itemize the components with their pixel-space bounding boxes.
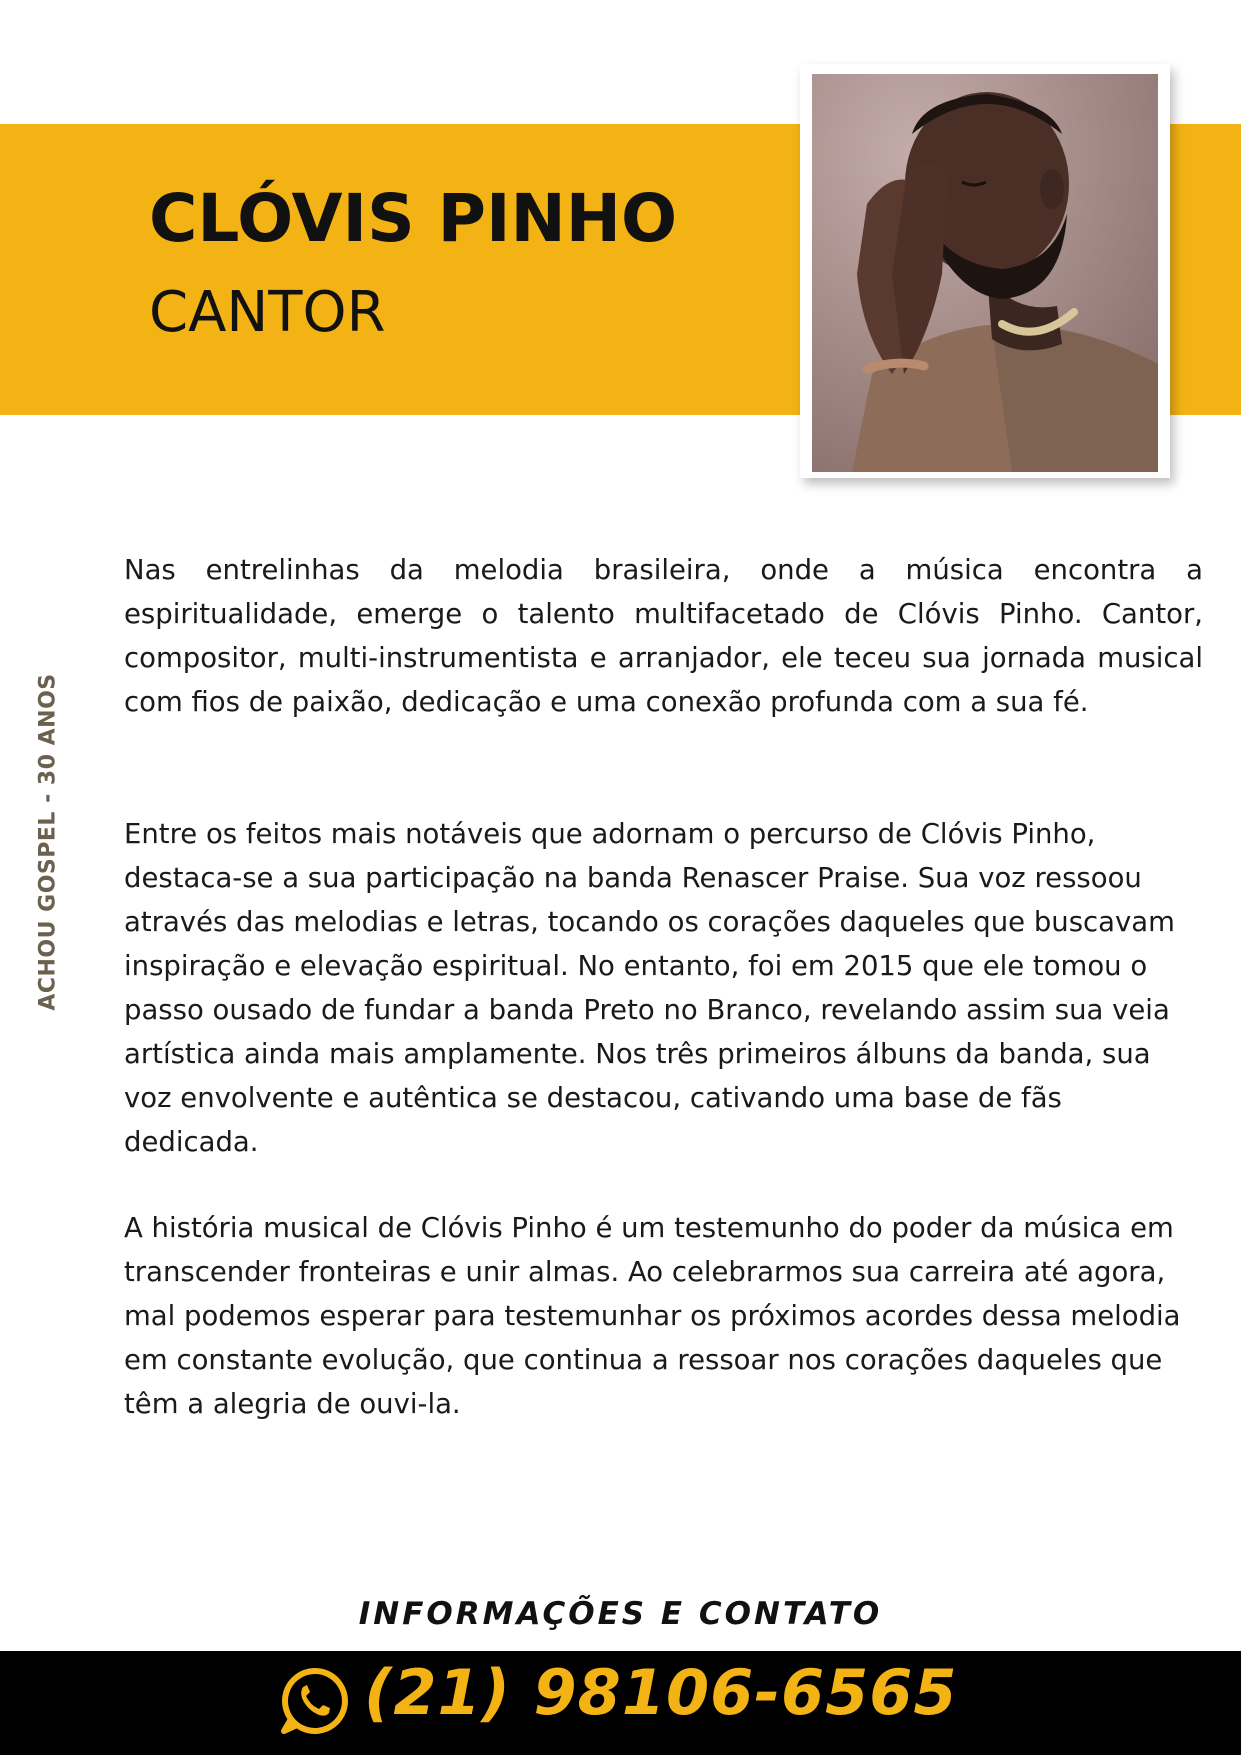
bio-paragraph-2: Entre os feitos mais notáveis que adornam o percurso de Clóvis Pinho, destaca-se a sua participação na banda Renascer Praise. Sua voz ressoou através das melodias e letras, tocando os corações daqueles que buscavam inspiração e elevação espiritual. No entanto, foi em 2015 que ele tomou o passo ousado de fundar a banda Preto no Branco, revelando assim sua veia artística ainda mais amplamente. Nos três primeiros álbuns da banda, sua voz envolvente e autêntica se destacou, cativando uma base de fãs dedicada. bbox=[124, 818, 1175, 1158]
bio-paragraph-3: A história musical de Clóvis Pinho é um testemunho do poder da música em transcender fronteiras e unir almas. Ao celebrarmos sua carreira até agora, mal podemos esperar para testemunhar os próximos acordes dessa melodia em constante evolução, que continua a ressoar nos corações daqueles que têm a alegria de ouvi-la. bbox=[124, 1212, 1181, 1420]
whatsapp-icon[interactable] bbox=[278, 1665, 350, 1737]
artist-photo bbox=[812, 74, 1158, 472]
phone-number[interactable]: (21) 98106-6565 bbox=[364, 1656, 958, 1729]
artist-role: CANTOR bbox=[149, 280, 386, 345]
artist-name: CLÓVIS PINHO bbox=[149, 180, 678, 257]
artist-photo-frame bbox=[800, 64, 1170, 478]
contact-title: INFORMAÇÕES E CONTATO bbox=[358, 1596, 883, 1632]
side-label: ACHOU GOSPEL - 30 ANOS bbox=[35, 673, 61, 1011]
bio-paragraph-1: Nas entrelinhas da melodia brasileira, onde a música encontra a espiritualidade, emerge o talento multifacetado de Clóvis Pinho. Cantor, compositor, multi-instrumentista e arranjador, ele teceu sua jornada musical com fios de paixão, dedicação e uma conexão profunda com a sua fé. bbox=[124, 554, 1203, 718]
artist-photo-illustration bbox=[812, 74, 1158, 472]
